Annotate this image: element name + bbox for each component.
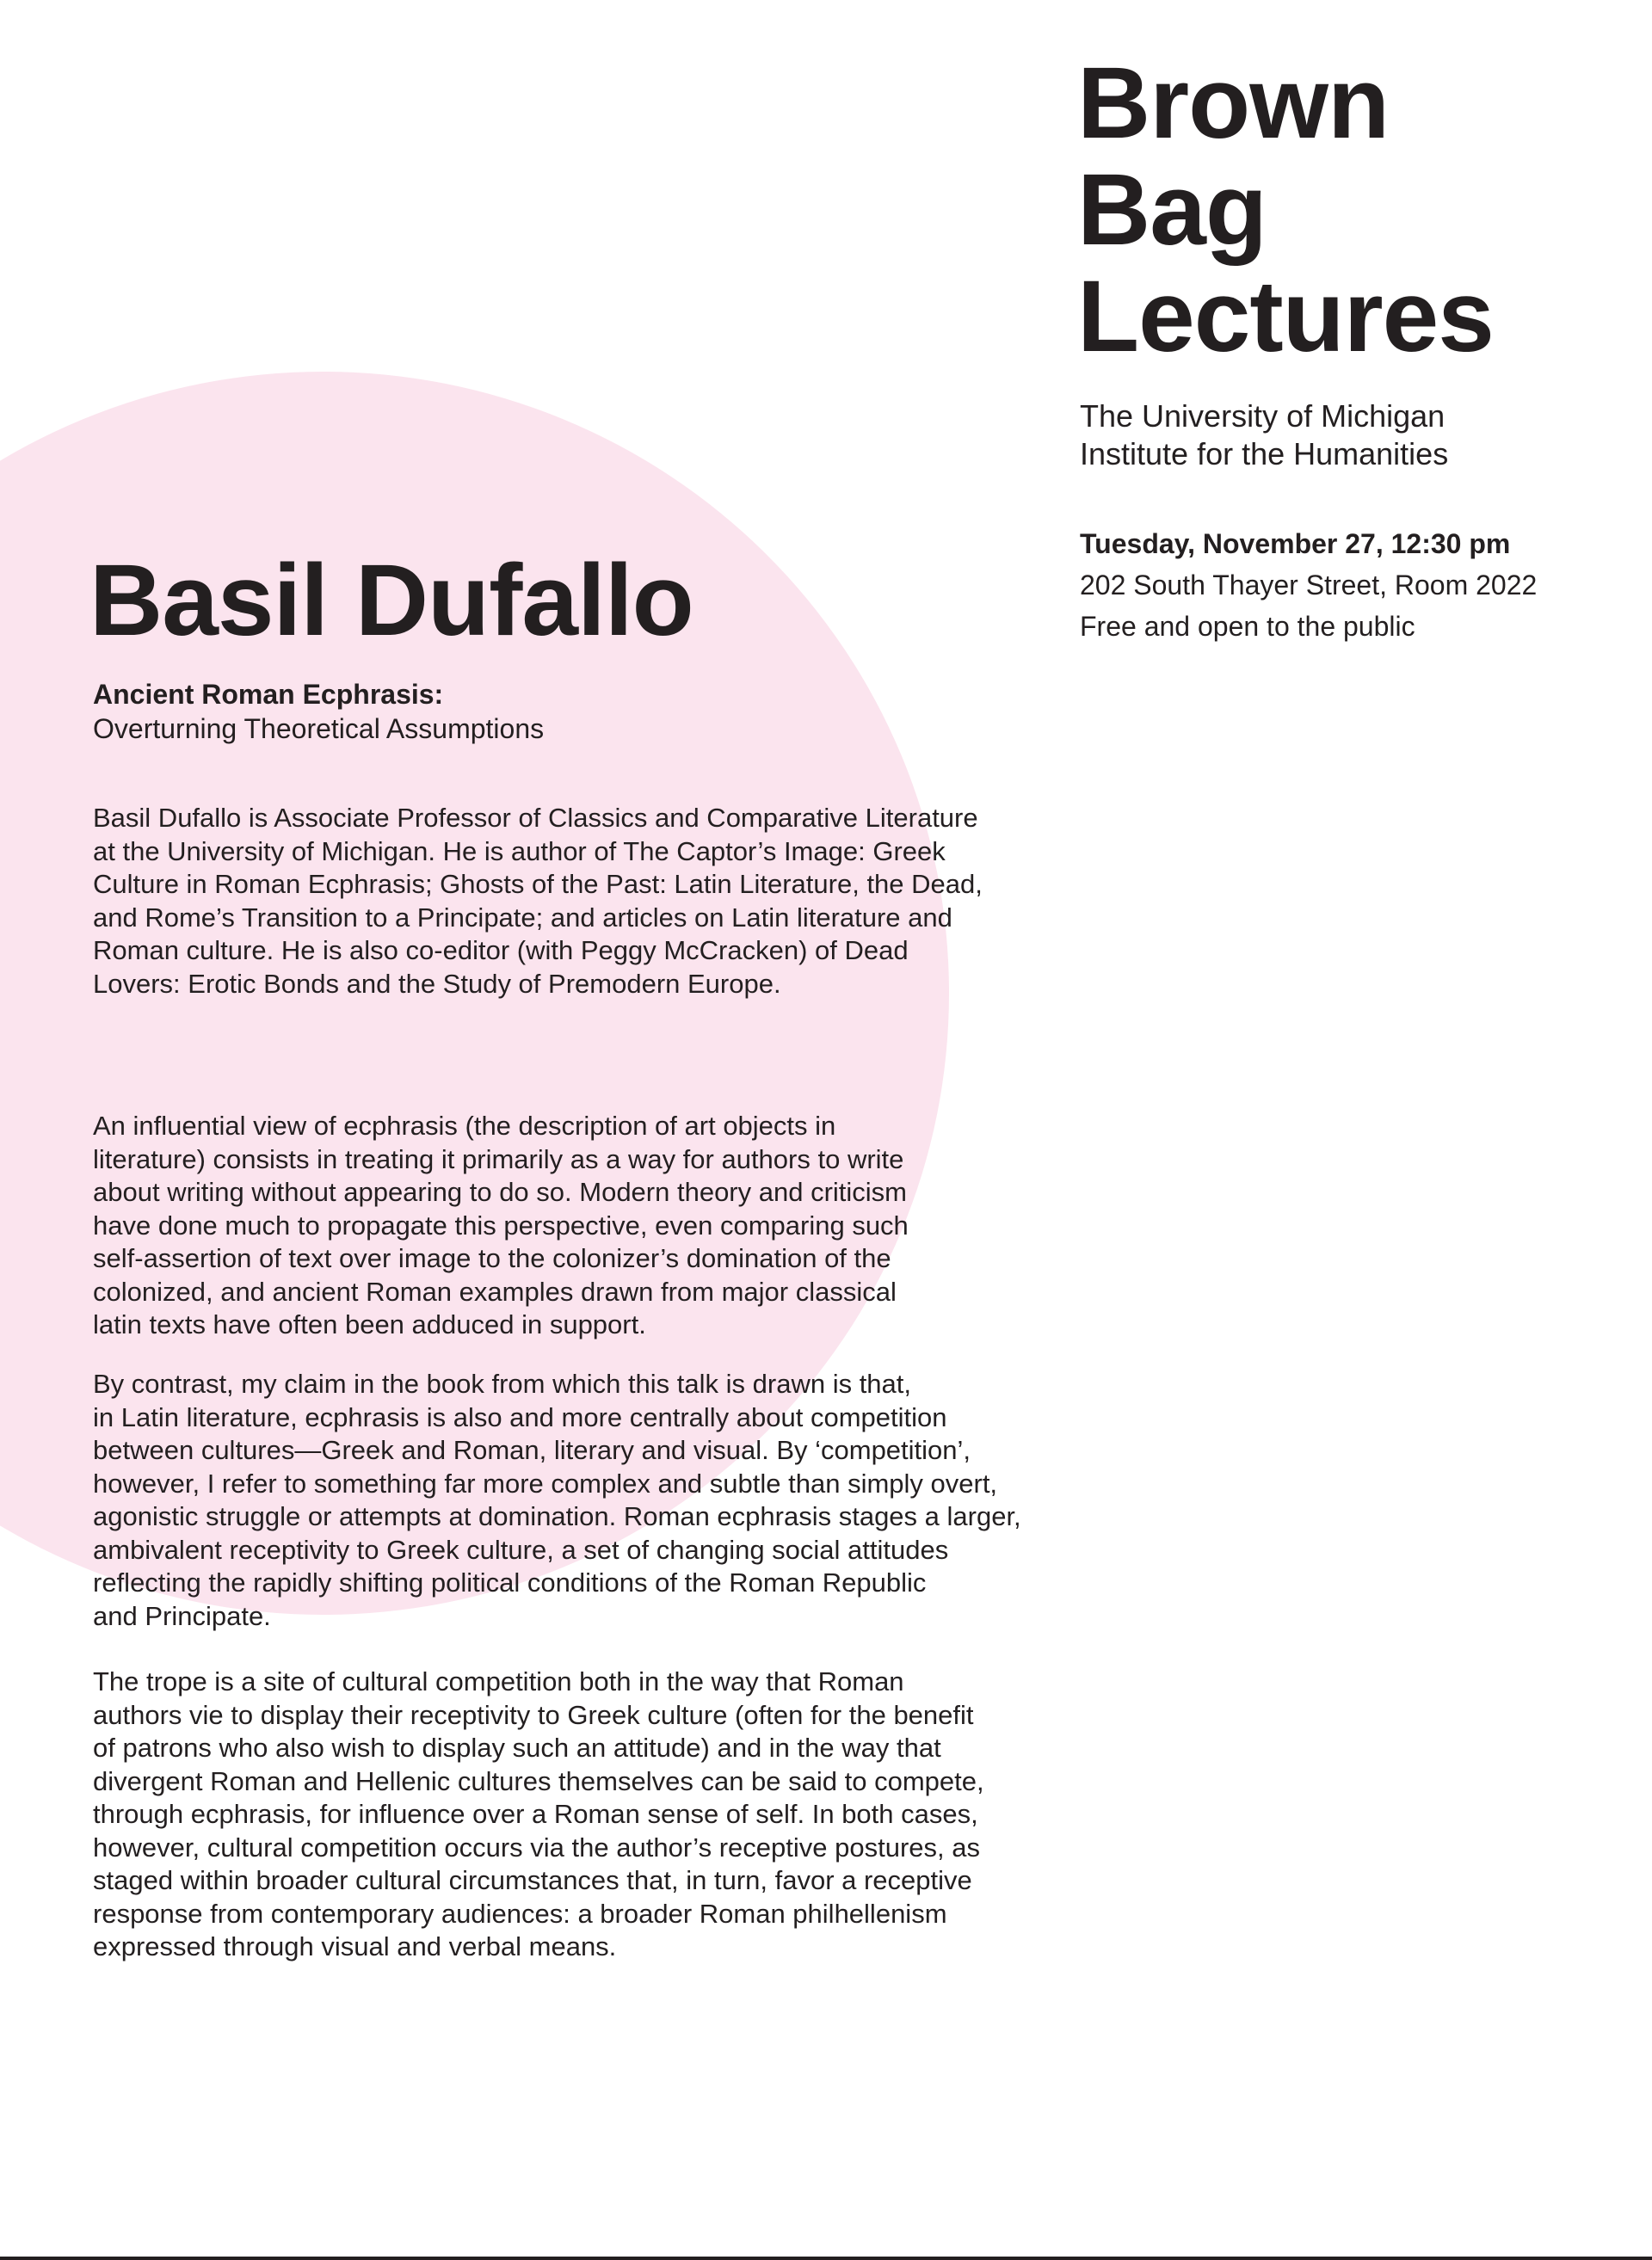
event-location: 202 South Thayer Street, Room 2022 bbox=[1080, 570, 1538, 600]
abstract-line: staged within broader cultural circumstances that, in turn, favor a receptive bbox=[93, 1865, 972, 1895]
abstract-line: of patrons who also wish to display such an attitude) and in the way that bbox=[93, 1733, 941, 1763]
event-admission: Free and open to the public bbox=[1080, 611, 1415, 642]
talk-subtitle: Overturning Theoretical Assumptions bbox=[93, 713, 545, 744]
abstract-line: in Latin literature, ecphrasis is also and more centrally about competition bbox=[93, 1401, 947, 1432]
talk-title bbox=[93, 677, 544, 746]
institution-line: Institute for the Humanities bbox=[1080, 436, 1449, 471]
bio-line: at the University of Michigan. He is author of The Captor’s Image: Greek bbox=[93, 835, 946, 866]
abstract-line: expressed through visual and verbal means. bbox=[93, 1931, 617, 1961]
abstract-line: through ecphrasis, for influence over a Roman sense of self. In both cases, bbox=[93, 1799, 978, 1829]
abstract-paragraph-3 bbox=[93, 1666, 984, 1964]
speaker-bio bbox=[93, 802, 983, 1001]
abstract-line: literature) consists in treating it primarily as a way for authors to write bbox=[93, 1143, 904, 1174]
abstract-paragraph-2 bbox=[93, 1368, 1021, 1633]
speaker-name: Basil Dufallo bbox=[89, 544, 693, 657]
abstract-line: reflecting the rapidly shifting political conditions of the Roman Republic bbox=[93, 1567, 927, 1598]
event-date-time: Tuesday, November 27, 12:30 pm bbox=[1080, 528, 1511, 559]
talk-title-main: Ancient Roman Ecphrasis: bbox=[93, 679, 444, 710]
abstract-line: between cultures—Greek and Roman, literary and visual. By ‘competition’, bbox=[93, 1435, 971, 1465]
abstract-line: colonized, and ancient Roman examples drawn from major classical bbox=[93, 1276, 897, 1307]
abstract-line: agonistic struggle or attempts at domination. Roman ecphrasis stages a larger, bbox=[93, 1501, 1021, 1531]
bio-line: Culture in Roman Ecphrasis; Ghosts of the Past: Latin Literature, the Dead, bbox=[93, 869, 983, 899]
bottom-rule bbox=[0, 2257, 1652, 2260]
series-title-line: Brown bbox=[1077, 46, 1390, 160]
abstract-line: response from contemporary audiences: a broader Roman philhellenism bbox=[93, 1898, 947, 1929]
bio-line: and Rome’s Transition to a Principate; and articles on Latin literature and bbox=[93, 902, 952, 933]
abstract-line: By contrast, my claim in the book from which this talk is drawn is that, bbox=[93, 1369, 912, 1399]
event-details bbox=[1080, 523, 1537, 647]
bio-line: Lovers: Erotic Bonds and the Study of Premodern Europe. bbox=[93, 968, 781, 999]
bio-line: Roman culture. He is also co-editor (with Peggy McCracken) of Dead bbox=[93, 935, 909, 965]
abstract-line: however, cultural competition occurs via the author’s receptive postures, as bbox=[93, 1832, 980, 1863]
abstract-line: ambivalent receptivity to Greek culture, a set of changing social attitudes bbox=[93, 1534, 949, 1565]
abstract-line: An influential view of ecphrasis (the description of art objects in bbox=[93, 1111, 836, 1141]
abstract-line: divergent Roman and Hellenic cultures themselves can be said to compete, bbox=[93, 1765, 984, 1796]
series-title-line: Lectures bbox=[1077, 260, 1494, 373]
series-title bbox=[1077, 46, 1494, 373]
abstract-line: and Principate. bbox=[93, 1600, 271, 1631]
abstract-line: The trope is a site of cultural competition both in the way that Roman bbox=[93, 1666, 904, 1697]
abstract-paragraph-1 bbox=[93, 1110, 909, 1342]
abstract-line: about writing without appearing to do so. Modern theory and criticism bbox=[93, 1177, 907, 1207]
abstract-line: have done much to propagate this perspective, even comparing such bbox=[93, 1210, 909, 1241]
institution-line: The University of Michigan bbox=[1080, 398, 1446, 434]
institution bbox=[1080, 397, 1448, 473]
bio-line: Basil Dufallo is Associate Professor of Classics and Comparative Literature bbox=[93, 803, 978, 833]
abstract-line: self-assertion of text over image to the colonizer’s domination of the bbox=[93, 1243, 891, 1273]
abstract-line: however, I refer to something far more complex and subtle than simply overt, bbox=[93, 1468, 998, 1499]
abstract-line: authors vie to display their receptivity to Greek culture (often for the benefit bbox=[93, 1699, 974, 1730]
abstract-line: latin texts have often been adduced in support. bbox=[93, 1309, 646, 1339]
series-title-line: Bag bbox=[1077, 153, 1267, 267]
